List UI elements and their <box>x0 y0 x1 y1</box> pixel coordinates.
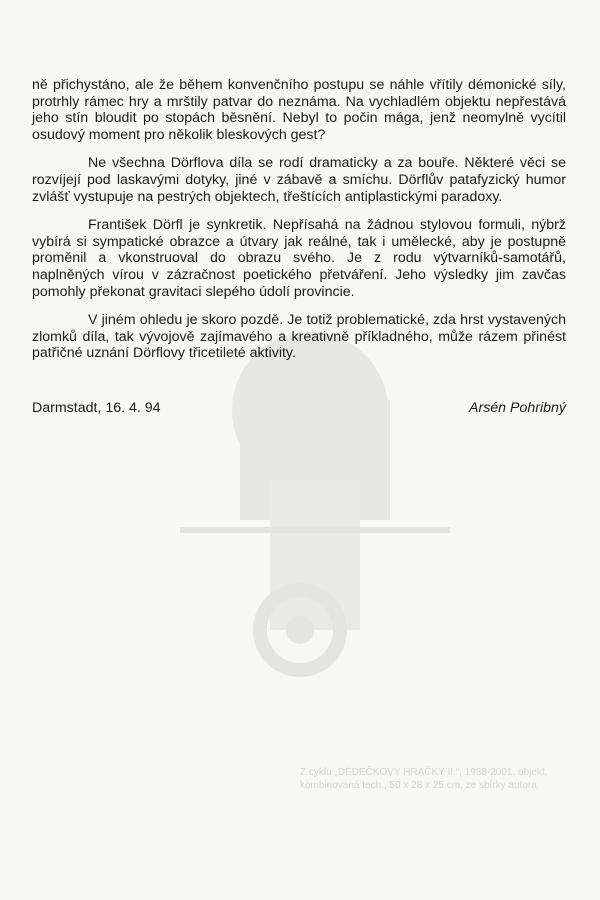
body-text <box>32 77 566 374</box>
author-name: Arsén Pohribný <box>469 400 566 416</box>
paragraph-4: V jiném ohledu je skoro pozdě. Je totiž problematické, zda hrst vystavených zlomků díla, tak vývojově zajímavého a kreativně příkladného, může rázem přinést patřičné uznání Dörflovy třicetileté aktivity. <box>32 312 566 362</box>
paragraph-2: Ne všechna Dörflova díla se rodí dramaticky a za bouře. Některé věci se rozvíjejí pod laskavými dotyky, jiné v zábavě a smíchu. Dörflův patafyzický humor zvlášť vystupuje na pestrých objektech, třeštících antiplastickými paradoxy. <box>32 155 566 205</box>
signature-line <box>32 400 566 416</box>
paragraph-1: ně přichystáno, ale že během konvenčního postupu se náhle vřítily démonické síly, protrhly rámec hry a mrštily patvar do neznáma. Na vychladlém objektu nepřestává jeho stín bloudit po stopách běsnění. Nebyl to počin mága, jenž neomylně vycítil osudový moment pro několik bleskových gest? <box>32 77 566 143</box>
caption-line-1: Z cyklu „DÉDEČKOVY HRAČKY II.“, 1988-2001, objekt, <box>300 767 548 778</box>
bleed-through-caption <box>300 766 590 792</box>
place-date: Darmstadt, 16. 4. 94 <box>32 400 161 416</box>
bleed-through-sculpture-image <box>150 330 480 690</box>
paragraph-3: František Dörfl je synkretik. Nepřísahá na žádnou stylovou formuli, nýbrž vybírá si sympatické obrazce a útvary jak reálné, tak i umělecké, aby je postupně proměnil a vkonstruoval do obrazu svého. Je z rodu výtvarníků-samotářů, naplněných vírou v zázračnost poetického přetváření. Jeho výsledky jim zavčas pomohly překonat gravitaci slepého údolí provincie. <box>32 217 566 300</box>
caption-line-2: kombinovaná tech., 50 x 28 x 25 cm, ze sbírky autora <box>300 780 537 791</box>
